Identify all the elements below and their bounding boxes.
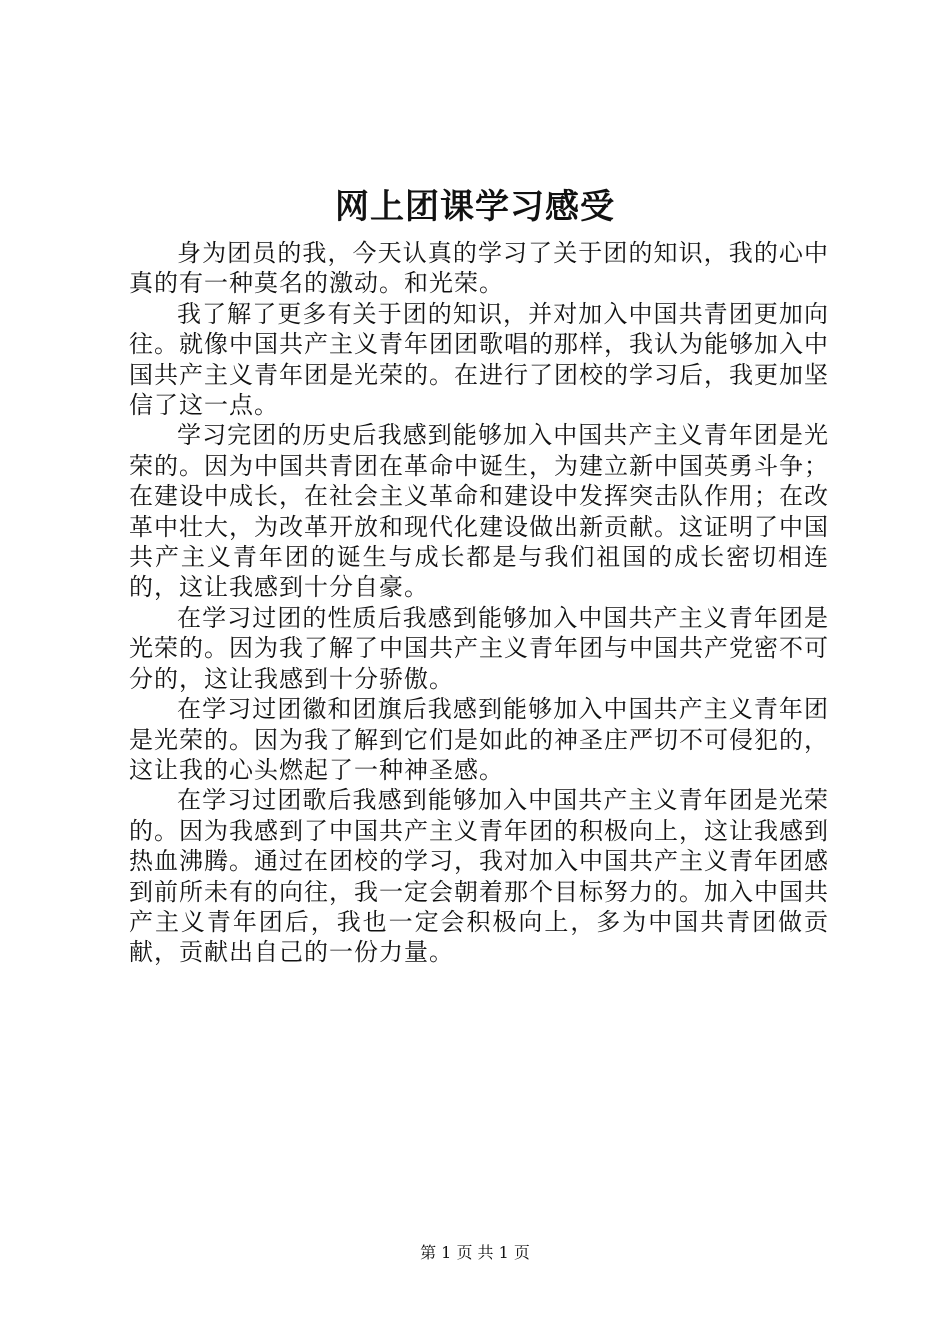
paragraph-1: 身为团员的我，今天认真的学习了关于团的知识，我的心中真的有一种莫名的激动。和光荣。 (129, 239, 829, 298)
document-body (129, 238, 829, 968)
paragraph-4: 在学习过团的性质后我感到能够加入中国共产主义青年团是光荣的。因为我了解了中国共产主义青年团与中国共产党密不可分的，这让我感到十分骄傲。 (129, 603, 829, 693)
paragraph-5: 在学习过团徽和团旗后我感到能够加入中国共产主义青年团是光荣的。因为我了解到它们是如此的神圣庄严切不可侵犯的，这让我的心头燃起了一种神圣感。 (129, 695, 829, 784)
paragraph-2: 我了解了更多有关于团的知识，并对加入中国共青团更加向往。就像中国共产主义青年团团歌唱的那样，我认为能够加入中国共产主义青年团是光荣的。在进行了团校的学习后，我更加坚信了这一点。 (129, 299, 829, 420)
document-title: 网上团课学习感受 (335, 187, 615, 227)
page-footer: 第 1 页 共 1 页 (420, 1243, 530, 1262)
paragraph-3: 学习完团的历史后我感到能够加入中国共产主义青年团是光荣的。因为中国共青团在革命中诞生，为建立新中国英勇斗争；在建设中成长，在社会主义革命和建设中发挥突击队作用；在改革中壮大，为改革开放和现代化建设做出新贡献。这证明了中国共产主义青年团的诞生与成长都是与我们祖国的成长密切相连的，这让我感到十分自豪。 (129, 421, 829, 602)
paragraph-6: 在学习过团歌后我感到能够加入中国共产主义青年团是光荣的。因为我感到了中国共产主义青年团的积极向上，这让我感到热血沸腾。通过在团校的学习，我对加入中国共产主义青年团感到前所未有的向往，我一定会朝着那个目标努力的。加入中国共产主义青年团后，我也一定会积极向上，多为中国共青团做贡献，贡献出自己的一份力量。 (129, 786, 829, 967)
